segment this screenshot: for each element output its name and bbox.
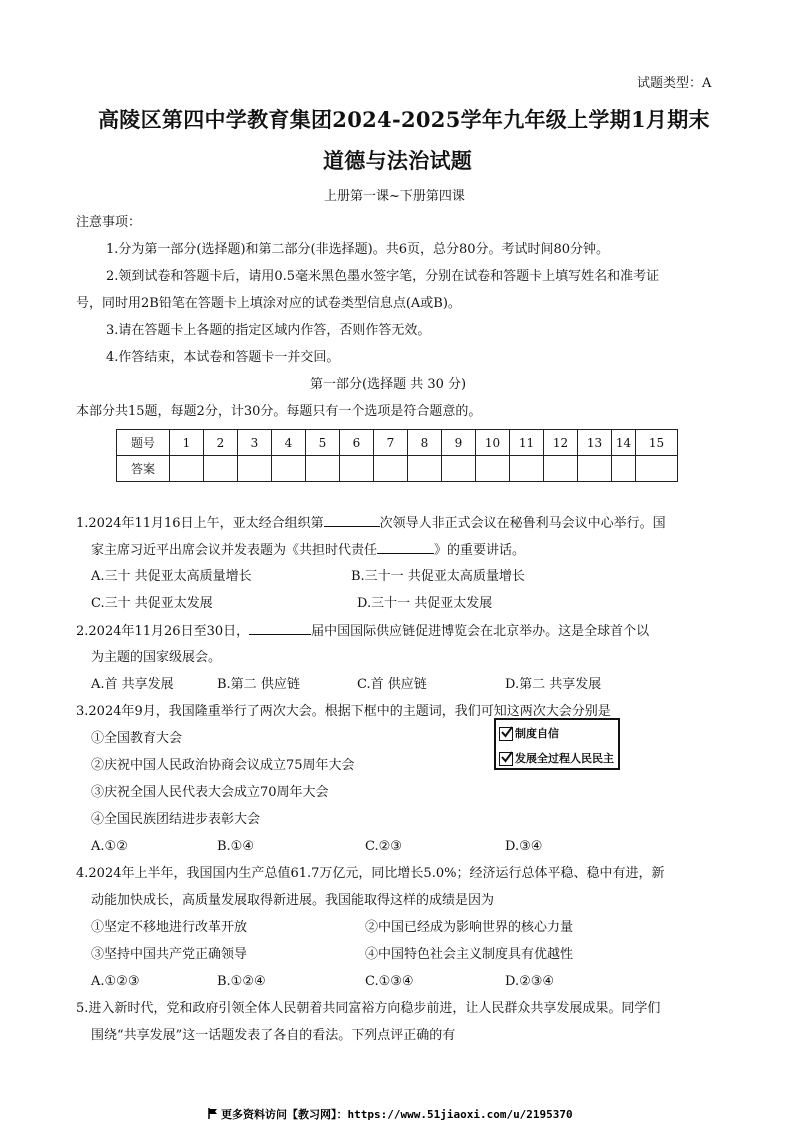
answer-cell[interactable] [578, 456, 612, 482]
answer-cell[interactable] [170, 456, 204, 482]
table-number-cell: 2 [204, 430, 238, 456]
q2-option-d: D.第二 共享发展 [505, 677, 602, 692]
answer-table [116, 429, 678, 482]
answer-table-number-row [117, 430, 678, 456]
exam-title-line2: 道德与法治试题 [323, 148, 473, 173]
q4-line2: 动能加快成长，高质量发展取得新进展。我国能取得这样的成绩是因为 [91, 893, 495, 908]
q1-blank-1 [324, 515, 380, 527]
exam-scope: 上册第一课~下册第四课 [324, 189, 465, 204]
q2-line2: 为主题的国家级展会。 [91, 650, 222, 665]
table-header-answer: 答案 [117, 456, 170, 482]
q1-line2 [91, 542, 525, 559]
q2-line1-part2: 届中国国际供应链促进博览会在北京举办。这是全球首个以 [311, 624, 650, 639]
q4-item-1: ①坚定不移地进行改革开放 [91, 920, 248, 935]
q1-option-a: A.三十 共促亚太高质量增长 [91, 569, 252, 584]
answer-cell[interactable] [374, 456, 408, 482]
q2-option-a: A.首 共享发展 [91, 677, 174, 692]
q1-line1-part2: 次领导人非正式会议在秘鲁利马会议中心举行。国 [379, 516, 666, 531]
q1-option-b: B.三十一 共促亚太高质量增长 [351, 569, 525, 584]
table-number-cell: 11 [510, 430, 544, 456]
table-number-cell: 15 [636, 430, 678, 456]
table-header-number: 题号 [117, 430, 170, 456]
paper-type-label: 试题类型：A [637, 76, 712, 91]
q3-stem: 3.2024年9月，我国隆重举行了两次大会。根据下框中的主题词，我们可知这两次大会分别是 [76, 704, 611, 719]
table-number-cell: 14 [612, 430, 636, 456]
q5-line1: 5.进入新时代，党和政府引领全体人民朝着共同富裕方向稳步前进，让人民群众共享发展成果。同学们 [76, 1001, 661, 1016]
answer-cell[interactable] [476, 456, 510, 482]
answer-cell[interactable] [612, 456, 636, 482]
table-number-cell: 8 [408, 430, 442, 456]
q4-line1: 4.2024年上半年，我国国内生产总值61.7万亿元，同比增长5.0%；经济运行总体平稳、稳中有进，新 [76, 866, 665, 881]
checkbox-checked-icon [499, 727, 513, 741]
q1-blank-2 [377, 542, 434, 554]
answer-cell[interactable] [204, 456, 238, 482]
note-item-2b: 号，同时用2B铅笔在答题卡上填涂对应的试卷类型信息点(A或B)。 [76, 296, 461, 311]
table-number-cell: 12 [544, 430, 578, 456]
q3-item-1: ①全国教育大会 [91, 731, 183, 746]
q3-item-3: ③庆祝全国人民代表大会成立70周年大会 [91, 785, 329, 800]
table-number-cell: 13 [578, 430, 612, 456]
note-item-2a: 2.领到试卷和答题卡后，请用0.5毫米黑色墨水签字笔，分别在试卷和答题卡上填写姓名和准考证 [106, 269, 660, 284]
q3-option-a: A.①② [91, 839, 128, 854]
table-number-cell: 5 [306, 430, 340, 456]
part1-heading: 第一部分(选择题 共 30 分) [310, 377, 467, 392]
q2-blank [249, 623, 311, 635]
q1-option-c: C.三十 共促亚太发展 [91, 596, 213, 611]
q4-item-4: ④中国特色社会主义制度具有优越性 [365, 947, 574, 962]
note-item-4: 4.作答结束，本试卷和答题卡一并交回。 [106, 350, 340, 365]
exam-title-line1: 高陵区第四中学教育集团2024-2025学年九年级上学期1月期末 [98, 107, 710, 132]
keyword-item-1 [499, 725, 559, 741]
q3-item-4: ④全国民族团结进步表彰大会 [91, 812, 261, 827]
q4-option-a: A.①②③ [91, 974, 140, 989]
table-number-cell: 10 [476, 430, 510, 456]
table-number-cell: 3 [238, 430, 272, 456]
table-number-cell: 1 [170, 430, 204, 456]
q1-line1-part1: 1.2024年11月16日上午，亚太经合组织第 [76, 516, 324, 531]
q3-keyword-box [494, 718, 620, 770]
answer-cell[interactable] [408, 456, 442, 482]
table-number-cell: 7 [374, 430, 408, 456]
notes-heading: 注意事项： [76, 215, 142, 230]
flag-icon [208, 1108, 218, 1119]
keyword-text-1: 制度自信 [515, 727, 559, 740]
q4-item-3: ③坚持中国共产党正确领导 [91, 947, 248, 962]
q4-option-d: D.②③④ [505, 974, 555, 989]
footer-link[interactable] [208, 1106, 573, 1122]
footer-text: 更多资料访问【教习网】：https://www.51jiaoxi.com/u/2195370 [221, 1108, 573, 1121]
q1-line2-part2: 》的重要讲话。 [434, 543, 526, 558]
q2-line1 [76, 623, 649, 640]
answer-cell[interactable] [544, 456, 578, 482]
q2-option-b: B.第二 供应链 [217, 677, 300, 692]
q4-option-b: B.①②④ [217, 974, 266, 989]
q1-line1 [76, 515, 666, 532]
q3-option-b: B.①④ [217, 839, 254, 854]
keyword-item-2 [499, 750, 614, 766]
answer-cell[interactable] [510, 456, 544, 482]
q2-option-c: C.首 供应链 [357, 677, 427, 692]
answer-cell[interactable] [340, 456, 374, 482]
answer-cell[interactable] [306, 456, 340, 482]
q4-item-2: ②中国已经成为影响世界的核心力量 [365, 920, 574, 935]
note-item-1: 1.分为第一部分(选择题)和第二部分(非选择题)。共6页，总分80分。考试时间80分钟。 [106, 242, 610, 257]
answer-cell[interactable] [272, 456, 306, 482]
note-item-3: 3.请在答题卡上各题的指定区域内作答，否则作答无效。 [106, 323, 431, 338]
table-number-cell: 6 [340, 430, 374, 456]
answer-cell[interactable] [636, 456, 678, 482]
q1-option-d: D.三十一 共促亚太发展 [357, 596, 493, 611]
checkbox-checked-icon [499, 752, 513, 766]
q5-line2: 围绕“共享发展”这一话题发表了各自的看法。下列点评正确的有 [91, 1028, 456, 1043]
q2-line1-part1: 2.2024年11月26日至30日， [76, 624, 250, 639]
q4-option-c: C.①③④ [365, 974, 414, 989]
q1-line2-part1: 家主席习近平出席会议并发表题为《共担时代责任 [91, 543, 378, 558]
part1-intro: 本部分共15题，每题2分，计30分。每题只有一个选项是符合题意的。 [76, 404, 482, 419]
answer-cell[interactable] [442, 456, 476, 482]
q3-option-d: D.③④ [505, 839, 543, 854]
q3-option-c: C.②③ [365, 839, 402, 854]
answer-table-answer-row [117, 456, 678, 482]
table-number-cell: 9 [442, 430, 476, 456]
q3-item-2: ②庆祝中国人民政治协商会议成立75周年大会 [91, 758, 355, 773]
answer-cell[interactable] [238, 456, 272, 482]
table-number-cell: 4 [272, 430, 306, 456]
keyword-text-2: 发展全过程人民民主 [515, 752, 614, 765]
